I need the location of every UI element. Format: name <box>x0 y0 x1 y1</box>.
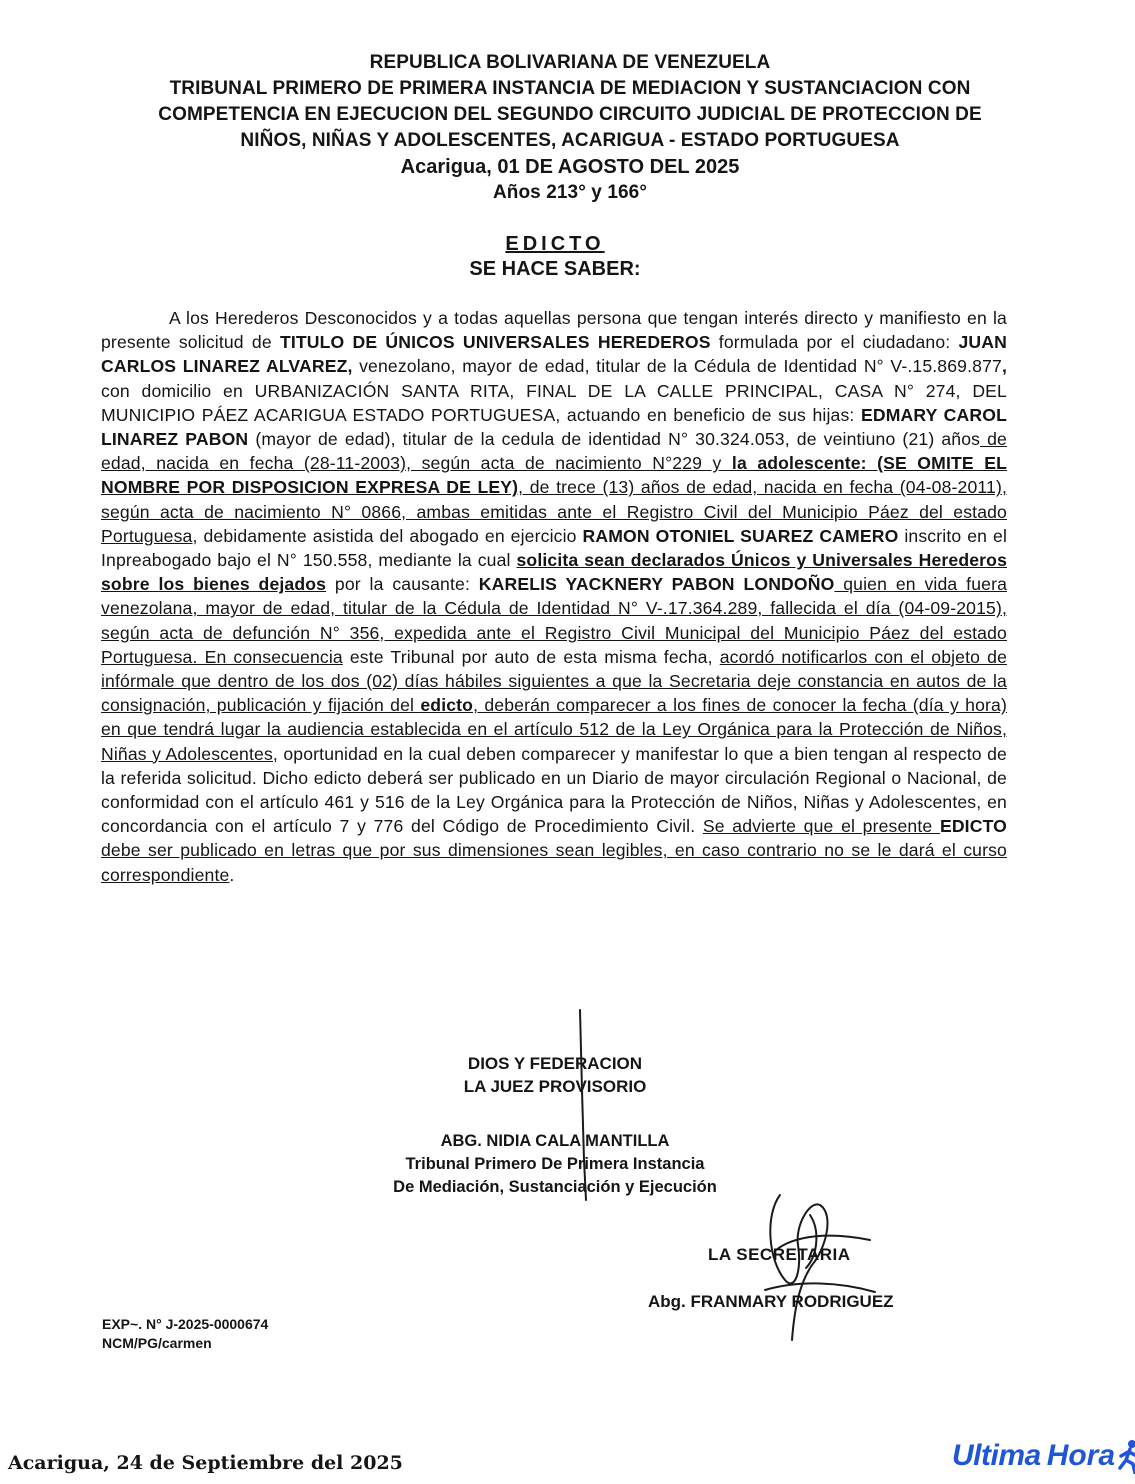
body-segment: , <box>1001 356 1007 377</box>
closing-dios-federacion: DIOS Y FEDERACION <box>467 1054 643 1073</box>
body-segment: , de trece (13) años de edad, nacida en fecha (04-08-2011), según acta de nacimiento N° 0866, ambas emitidas ante el Registro Civil del Municipio Páez del estado Portuguesa <box>101 477 1008 546</box>
document-header <box>60 50 1080 206</box>
body-segment: acordó notificarlos con el objeto de infórmale que dentro de los dos (02) días hábiles siguientes a que la Secretaria deje constancia en autos de la consignación, publicación y fijación del <box>101 646 1008 716</box>
edict-paragraph <box>101 306 1007 887</box>
file-reference <box>102 1315 268 1353</box>
daughter-name: EDMARY CAROL LINAREZ PABON <box>101 404 1007 450</box>
lawyer-name: RAMON OTONIEL SUAREZ CAMERO <box>582 525 899 546</box>
edict-body <box>101 306 1007 887</box>
deceased-name: KARELIS YACKNERY PABON LONDOÑO <box>478 574 835 595</box>
header-court-line3: NIÑOS, NIÑAS Y ADOLESCENTES, ACARIGUA - ESTADO PORTUGUESA <box>240 130 900 151</box>
closing-juez-label: LA JUEZ PROVISORIO <box>463 1077 647 1096</box>
logo-word-ultima: Ultima <box>952 1439 1041 1472</box>
header-country: REPUBLICA BOLIVARIANA DE VENEZUELA <box>369 52 771 73</box>
body-segment: por la causante: <box>326 574 479 595</box>
body-segment: , fallecida el día (04-09-2015), según acta de defunción N° 356, expedida ante el Registro Civil Municipal del Municipio Páez del estado Portuguesa. En consecuencia <box>101 598 1007 667</box>
adolescent-name-omitted: la adolescente: (SE OMITE EL NOMBRE POR DISPOSICION EXPRESA DE LEY) <box>101 453 1007 498</box>
body-segment: venezolano, mayor de edad, titular de la Cédula de Identidad N° V-.15.869.877 <box>352 356 1002 377</box>
body-segment: . <box>229 864 235 885</box>
runner-icon <box>1115 1438 1135 1474</box>
se-hace-saber-title: SE HACE SABER: <box>469 258 641 280</box>
body-segment: quien en vida fuera venezolana, mayor de edad, titular de la Cédula de Identidad N° V-.17.364.289 <box>101 574 1008 619</box>
header-years: Años 213° y 166° <box>492 182 648 203</box>
body-segment: (mayor de edad), titular de la cedula de identidad N° 30.324.053, de veintiuno (21) años <box>248 429 981 450</box>
warning-text: debe ser publicado en letras que por sus dimensiones sean legibles, en caso contrario no se le dará el curso correspondiente <box>101 840 1007 885</box>
publication-date: Acarigua, 24 de Septiembre del 2025 <box>8 1452 403 1474</box>
body-segment: edicto <box>420 695 474 716</box>
body-segment: oportunidad en la cual deben comparecer y manifestar lo que a bien tengan al respecto de la referida solicitud. Dicho edicto deberá ser publicado en un Diario de mayor circulación Regional o Nacional, de conformidad con el artículo 461 y 516 de la Ley Orgánica para la Protección de Niños, Niñas y Adolescentes, en concordancia con el artículo 7 y 776 del Código de Procedimiento Civil. <box>101 743 1007 837</box>
warning-edicto: EDICTO <box>939 816 1007 837</box>
warning-text: Se advierte que el presente <box>702 816 940 837</box>
header-court-line2: COMPETENCIA EN EJECUCION DEL SEGUNDO CIRCUITO JUDICIAL DE PROTECCION DE <box>158 104 982 125</box>
applicant-name: JUAN CARLOS LINAREZ ALVAREZ, <box>101 332 1007 377</box>
secretary-name: Abg. FRANMARY RODRIGUEZ <box>648 1292 894 1311</box>
body-segment: inscrito en el Inpreabogado bajo el N° 150.558, mediante la cual <box>101 525 1008 571</box>
body-segment: formulada por el ciudadano: <box>710 332 959 353</box>
body-segment: este Tribunal por auto de esta misma fecha, <box>342 646 720 667</box>
file-initials: NCM/PG/carmen <box>102 1335 212 1351</box>
body-segment: con domicilio en URBANIZACIÓN SANTA RITA, FINAL DE LA CALLE PRINCIPAL, CASA N° 274, DEL MUNICIPIO PÁEZ ACARIGUA ESTADO PORTUGUESA, actuando en beneficio de sus hijas: <box>101 380 1007 425</box>
judge-court-line1: Tribunal Primero De Primera Instancia <box>405 1155 705 1173</box>
edicto-title: EDICTO <box>505 233 605 255</box>
logo-word-hora: Hora <box>1046 1439 1116 1472</box>
body-segment: de edad, nacida en fecha (28-11-2003), según acta de nacimiento N°229 y <box>101 429 1007 474</box>
judge-name: ABG. NIDIA CALA MANTILLA <box>440 1132 670 1150</box>
ultima-hora-logo <box>952 1438 1135 1474</box>
body-segment: A los Herederos Desconocidos y a todas aquellas persona que tengan interés directo y manifiesto en la presente solicitud de <box>101 308 1007 353</box>
secretary-label: LA SECRETARIA <box>708 1245 851 1264</box>
body-segment: , deberán comparecer a los fines de conocer la fecha (día y hora) en que tendrá lugar la audiencia establecida en el artículo 512 de la Ley Orgánica para la Protección de Niños, Niñas y Adolescentes, <box>101 695 1007 764</box>
file-number: EXP~. N° J-2025-0000674 <box>102 1316 269 1332</box>
judge-court-line2: De Mediación, Sustanciación y Ejecución <box>393 1178 717 1196</box>
request-title: TITULO DE ÚNICOS UNIVERSALES HEREDEROS <box>279 332 711 353</box>
request-statement: solicita sean declarados Únicos y Universales Herederos sobre los bienes dejados <box>101 550 1008 595</box>
header-court-line1: TRIBUNAL PRIMERO DE PRIMERA INSTANCIA DE MEDIACION Y SUSTANCIACION CON <box>169 78 971 99</box>
body-segment: , debidamente asistida del abogado en ejercicio <box>192 525 583 546</box>
titles <box>0 232 1110 282</box>
header-date: Acarigua, 01 DE AGOSTO DEL 2025 <box>400 156 740 178</box>
